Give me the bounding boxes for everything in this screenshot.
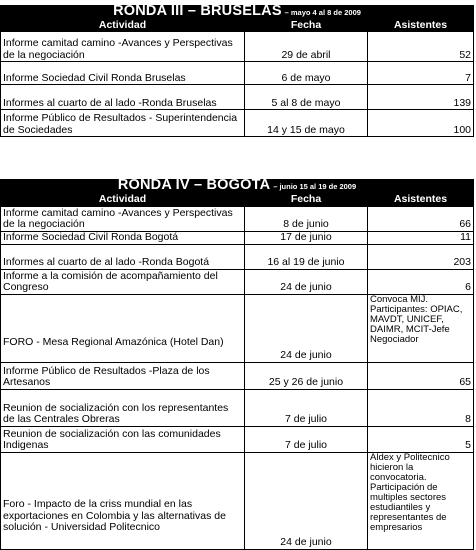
cell-asistentes: 5 xyxy=(368,426,474,452)
table-row xyxy=(1,294,474,362)
ronda3-title-row xyxy=(1,6,474,20)
cell-fecha: 17 de junio xyxy=(245,231,368,244)
cell-fecha: 7 de julio xyxy=(245,426,368,452)
cell-actividad: Informe camitad camino -Avances y Perspectivas de la negociación xyxy=(1,32,245,62)
table-row xyxy=(1,62,474,85)
cell-actividad xyxy=(1,294,245,362)
cell-actividad: Informe Sociedad Civil Ronda Bruselas xyxy=(1,62,245,85)
cell-actividad: Informe Sociedad Civil Ronda Bogotá xyxy=(1,231,245,244)
ronda3-title: RONDA III – BRUSELAS xyxy=(113,3,282,19)
cell-fecha: 7 de julio xyxy=(245,389,368,426)
cell-actividad: Informes al cuarto de al lado -Ronda Bruselas xyxy=(1,85,245,110)
ronda4-header-row xyxy=(1,194,474,207)
cell-fecha: 16 al 19 de junio xyxy=(245,244,368,269)
ronda3-table xyxy=(0,5,474,137)
cell-actividad: Informe a la comisión de acompañamiento del Congreso xyxy=(1,269,245,294)
ronda4-title-row xyxy=(1,180,474,194)
cell-actividad: Reunion de socialización con los representantes de las Centrales Obreras xyxy=(1,389,245,426)
cell-fecha: 24 de junio xyxy=(245,269,368,294)
table-row xyxy=(1,269,474,294)
cell-actividad-text: Foro - Impacto de la criss mundial en las exportaciones en Colombia y las alternativas de solución - Universidad Politecnico xyxy=(3,498,226,534)
header-fecha: Fecha xyxy=(245,19,368,32)
cell-fecha: 24 de junio xyxy=(245,452,368,549)
header-asistentes: Asistentes xyxy=(368,19,474,32)
ronda4-title: RONDA IV – BOGOTA xyxy=(117,177,271,194)
table-row xyxy=(1,426,474,452)
table-row xyxy=(1,231,474,244)
cell-actividad: Informe camitad camino -Avances y Perspectivas de la negociación xyxy=(1,206,245,231)
table-row xyxy=(1,244,474,269)
cell-actividad: Informe Público de Resultados - Superintendencia de Sociedades xyxy=(1,110,245,137)
cell-asistentes: 8 xyxy=(368,389,474,426)
cell-asistentes: 65 xyxy=(368,362,474,389)
cell-actividad-text: FORO - Mesa Regional Amazónica (Hotel Dan) xyxy=(3,336,224,349)
ronda3-header-row xyxy=(1,19,474,32)
table-row xyxy=(1,206,474,231)
cell-asistentes-note: Aldex y Politecnico hicieron la convocatoria. Participación de multiples sectores estudiantiles y representantes de empresarios xyxy=(368,452,474,549)
cell-asistentes: 6 xyxy=(368,269,474,294)
table-row xyxy=(1,362,474,389)
header-actividad: Actividad xyxy=(1,19,245,32)
cell-actividad: Informe Público de Resultados -Plaza de los Artesanos xyxy=(1,362,245,389)
cell-fecha: 8 de junio xyxy=(245,206,368,231)
cell-actividad xyxy=(1,452,245,549)
table-row xyxy=(1,452,474,549)
cell-asistentes: 203 xyxy=(368,244,474,269)
ronda4-table xyxy=(0,179,474,550)
table-row xyxy=(1,32,474,62)
table-row xyxy=(1,85,474,110)
header-fecha: Fecha xyxy=(245,194,368,207)
ronda3-subtitle: – mayo 4 al 8 de 2009 xyxy=(284,8,361,17)
cell-fecha: 29 de abril xyxy=(245,32,368,62)
cell-asistentes: 7 xyxy=(368,62,474,85)
cell-actividad: Reunion de socialización con las comunidades Indigenas xyxy=(1,426,245,452)
cell-fecha: 14 y 15 de mayo xyxy=(245,110,368,137)
cell-actividad: Informes al cuarto de al lado -Ronda Bogotá xyxy=(1,244,245,269)
cell-fecha: 24 de junio xyxy=(245,294,368,362)
cell-asistentes: 66 xyxy=(368,206,474,231)
cell-fecha: 25 y 26 de junio xyxy=(245,362,368,389)
cell-asistentes: 11 xyxy=(368,231,474,244)
cell-fecha: 6 de mayo xyxy=(245,62,368,85)
cell-asistentes: 139 xyxy=(368,85,474,110)
table-row xyxy=(1,389,474,426)
header-actividad: Actividad xyxy=(1,194,245,207)
cell-asistentes-note: Convoca MIJ. Participantes: OPIAC, MAVDT, UNICEF, DAIMR, MCIT-Jefe Negociador xyxy=(368,294,474,362)
cell-fecha: 5 al 8 de mayo xyxy=(245,85,368,110)
table-row xyxy=(1,110,474,137)
cell-asistentes: 100 xyxy=(368,110,474,137)
cell-asistentes: 52 xyxy=(368,32,474,62)
header-asistentes: Asistentes xyxy=(368,194,474,207)
ronda4-subtitle: – junio 15 al 19 de 2009 xyxy=(273,182,357,192)
